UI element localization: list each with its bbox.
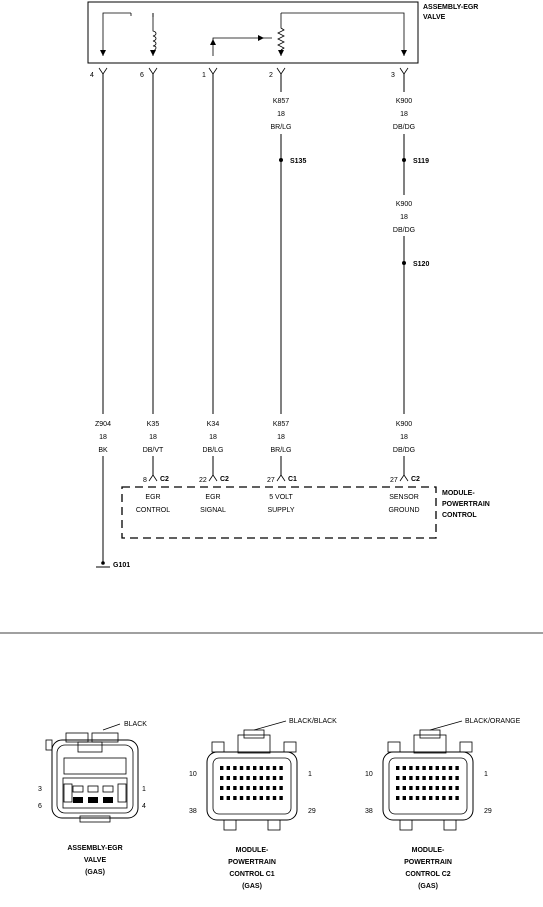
svg-text:K900: K900: [395, 98, 413, 105]
pin-cavity: [403, 776, 406, 780]
pin-cavity: [246, 766, 249, 770]
pcm-pin-27-c2: 27: [390, 477, 398, 484]
egr-conn-pin-6: 6: [38, 803, 42, 810]
pin-cavity: [429, 796, 432, 800]
pin-cavity: [449, 796, 452, 800]
egr-conn-color: BLACK: [124, 721, 147, 728]
pin-cavity: [442, 766, 445, 770]
egr-pin-1: 1: [202, 72, 206, 79]
pin-cavity: [240, 796, 243, 800]
arrow-pin4: [100, 50, 106, 56]
pcm-title-1: MODULE-: [442, 490, 475, 497]
ground-dot: [101, 561, 105, 565]
pcm-c2-connector-view: [383, 721, 473, 830]
pcm-c2-pin-10: 10: [365, 771, 373, 778]
pin-cavity: [416, 786, 419, 790]
pcm-c2-name-1: MODULE-: [411, 847, 445, 854]
pcm-c2-color: BLACK/ORANGE: [465, 718, 521, 725]
pcm-func-egr: EGR: [145, 494, 161, 501]
pin-cavity: [422, 766, 425, 770]
egr-valve-title-2: VALVE: [423, 14, 446, 21]
pcm-c1-pin-10: 10: [189, 771, 197, 778]
bottom-wire-label-k35: [143, 421, 164, 454]
ground-g101: G101: [113, 562, 131, 569]
pin-cavity: [429, 786, 432, 790]
pcm-c2-pin-grid: [396, 766, 459, 800]
solenoid-coil-icon: [153, 13, 156, 51]
pcm-c1-name-2: POWERTRAIN: [228, 859, 276, 866]
svg-text:K35: K35: [146, 421, 160, 428]
pcm-c2-pin-29: 29: [484, 808, 492, 815]
pcm-conn-c2-c: C2: [411, 476, 420, 483]
splice-s135: S135: [290, 158, 307, 165]
pin-cavity: [429, 766, 432, 770]
top-wire-label-k900: [393, 98, 415, 131]
pin-cavity: [409, 796, 412, 800]
pcm-connector-symbols: [149, 475, 408, 481]
egr-conn-pin-1: 1: [142, 786, 146, 793]
svg-text:18: 18: [277, 111, 285, 118]
svg-text:K857: K857: [272, 98, 290, 105]
pin-cavity: [442, 776, 445, 780]
pin-cavity: [396, 776, 399, 780]
pin-cavity: [266, 766, 269, 770]
bottom-wire-label-z904: [95, 421, 111, 454]
pin-cavity: [279, 776, 282, 780]
pin-cavity: [403, 766, 406, 770]
svg-text:DB/VT: DB/VT: [142, 447, 164, 454]
pin-cavity: [266, 796, 269, 800]
pcm-title-2: POWERTRAIN: [442, 501, 490, 508]
pcm-func-supply: SUPPLY: [267, 507, 295, 514]
egr-pin-4: 4: [90, 72, 94, 79]
pcm-func-sensor: SENSOR: [389, 494, 419, 501]
internal-path-pin1: [213, 38, 272, 56]
pcm-func-egr-2: EGR: [205, 494, 221, 501]
splice-dot-s119: [402, 158, 406, 162]
pin-cavity: [246, 776, 249, 780]
arrow-pin6: [150, 50, 156, 56]
pin-cavity: [442, 786, 445, 790]
pin-cavity: [273, 786, 276, 790]
pin-cavity: [253, 776, 256, 780]
egr-conn-pin-3: 3: [38, 786, 42, 793]
pcm-c2-pin-1: 1: [484, 771, 488, 778]
pin-cavity: [240, 766, 243, 770]
egr-valve-connector-view: [46, 724, 138, 822]
svg-text:18: 18: [99, 434, 107, 441]
pin-cavity: [227, 786, 230, 790]
pin-cavity: [449, 786, 452, 790]
potentiometer-icon: [278, 13, 284, 50]
svg-text:BK: BK: [98, 447, 108, 454]
svg-text:K34: K34: [206, 421, 220, 428]
pin-cavity: [227, 776, 230, 780]
svg-text:BR/LG: BR/LG: [270, 124, 292, 131]
pcm-c2-name-4: (GAS): [418, 883, 438, 890]
svg-text:DB/DG: DB/DG: [392, 227, 416, 234]
pin-cavity: [246, 786, 249, 790]
pcm-conn-c2-b: C2: [220, 476, 229, 483]
pcm-func-signal: SIGNAL: [200, 507, 226, 514]
svg-text:DB/LG: DB/LG: [202, 447, 224, 454]
pin-cavity: [220, 786, 223, 790]
svg-text:18: 18: [400, 434, 408, 441]
pin-cavity: [220, 766, 223, 770]
pin-cavity: [240, 786, 243, 790]
pin-cavity: [409, 766, 412, 770]
pin-cavity: [436, 796, 439, 800]
svg-text:18: 18: [149, 434, 157, 441]
svg-text:K857: K857: [272, 421, 290, 428]
internal-path-pin4: [103, 13, 131, 56]
egr-pin-2: 2: [269, 72, 273, 79]
top-wire-label-k857: [270, 98, 291, 131]
pin-cavity: [455, 786, 458, 790]
splice-dot-s120: [402, 261, 406, 265]
pin-cavity: [279, 796, 282, 800]
egr-pin-6: 6: [140, 72, 144, 79]
pin-cavity: [260, 776, 263, 780]
pcm-c1-pin-29: 29: [308, 808, 316, 815]
arrow-pin3: [401, 50, 407, 56]
pin-cavity: [273, 796, 276, 800]
pcm-c2-pin-38: 38: [365, 808, 373, 815]
egr-conn-name-1: ASSEMBLY-EGR: [67, 845, 123, 852]
pin-cavity: [396, 796, 399, 800]
pin-cavity: [396, 766, 399, 770]
pin-cavity: [455, 796, 458, 800]
pin-cavity: [442, 796, 445, 800]
internal-path-pin3: [281, 13, 404, 56]
pin-cavity: [409, 786, 412, 790]
splice-s119: S119: [413, 158, 429, 165]
pcm-func-5volt: 5 VOLT: [269, 494, 293, 501]
pin-cavity: [253, 786, 256, 790]
svg-text:K900: K900: [395, 421, 413, 428]
pin-cavity: [403, 796, 406, 800]
pin-cavity: [266, 776, 269, 780]
pcm-c1-color: BLACK/BLACK: [289, 718, 337, 725]
pin-cavity: [416, 766, 419, 770]
svg-text:18: 18: [209, 434, 217, 441]
pin-cavity: [266, 786, 269, 790]
egr-pin-3: 3: [391, 72, 395, 79]
pcm-pin-27-c1: 27: [267, 477, 275, 484]
pcm-pin-22: 22: [199, 477, 207, 484]
pin-cavity: [227, 796, 230, 800]
pin-cavity: [253, 796, 256, 800]
top-connector-symbols: [99, 68, 408, 74]
pcm-c1-name-4: (GAS): [242, 883, 262, 890]
pin-cavity: [260, 766, 263, 770]
pin-cavity: [455, 776, 458, 780]
pin-cavity: [396, 786, 399, 790]
svg-text:18: 18: [400, 214, 408, 221]
wiper-arrow-icon: [258, 35, 264, 41]
pcm-pin-8: 8: [143, 477, 147, 484]
pcm-c1-name-3: CONTROL C1: [229, 871, 275, 878]
arrow-pin2: [278, 50, 284, 56]
pin-cavity: [220, 776, 223, 780]
pin-cavity: [403, 786, 406, 790]
pcm-c1-connector-view: [207, 721, 297, 830]
pcm-c1-pin-1: 1: [308, 771, 312, 778]
svg-text:18: 18: [277, 434, 285, 441]
bottom-wire-label-k900: [393, 421, 415, 454]
wire-runs: [103, 74, 404, 563]
pcm-func-control: CONTROL: [135, 507, 171, 514]
svg-text:K900: K900: [395, 201, 413, 208]
pin-cavity: [220, 796, 223, 800]
pin-cavity: [233, 766, 236, 770]
pcm-conn-c2-a: C2: [160, 476, 169, 483]
pin-cavity: [260, 786, 263, 790]
mid-wire-label-k900: [393, 201, 415, 234]
pin-cavity: [455, 766, 458, 770]
pcm-c1-name-1: MODULE-: [235, 847, 269, 854]
pin-cavity: [409, 776, 412, 780]
pin-cavity: [416, 776, 419, 780]
bottom-wire-label-k34: [202, 421, 223, 454]
pin-cavity: [227, 766, 230, 770]
splice-s120: S120: [413, 261, 430, 268]
pin-cavity: [260, 796, 263, 800]
pin-cavity: [416, 796, 419, 800]
egr-valve-title-1: ASSEMBLY-EGR: [423, 4, 479, 11]
pin-cavity: [422, 776, 425, 780]
pin-cavity: [273, 776, 276, 780]
pin-cavity: [436, 776, 439, 780]
arrow-pin1: [210, 39, 216, 45]
pin-cavity: [422, 786, 425, 790]
pin-cavity: [253, 766, 256, 770]
pcm-c2-name-3: CONTROL C2: [405, 871, 451, 878]
pin-cavity: [240, 776, 243, 780]
pin-cavity: [436, 786, 439, 790]
pcm-func-ground: GROUND: [388, 507, 420, 514]
svg-text:DB/DG: DB/DG: [392, 124, 416, 131]
pin-cavity: [279, 766, 282, 770]
splice-dot-s135: [279, 158, 283, 162]
pin-cavity: [233, 786, 236, 790]
svg-text:18: 18: [400, 111, 408, 118]
svg-text:BR/LG: BR/LG: [270, 447, 292, 454]
bottom-wire-label-k857: [270, 421, 291, 454]
svg-text:Z904: Z904: [95, 421, 111, 428]
pcm-title-3: CONTROL: [442, 512, 477, 519]
egr-conn-name-3: (GAS): [85, 869, 105, 876]
pin-cavity: [233, 796, 236, 800]
egr-valve-outline: [88, 2, 418, 63]
pin-cavity: [449, 776, 452, 780]
pcm-conn-c1: C1: [288, 476, 297, 483]
pin-cavity: [233, 776, 236, 780]
pin-cavity: [422, 796, 425, 800]
egr-conn-pin-4: 4: [142, 803, 146, 810]
pin-cavity: [436, 766, 439, 770]
svg-text:DB/DG: DB/DG: [392, 447, 416, 454]
pin-cavity: [279, 786, 282, 790]
pcm-c2-name-2: POWERTRAIN: [404, 859, 452, 866]
pin-cavity: [429, 776, 432, 780]
pin-cavity: [449, 766, 452, 770]
pin-cavity: [273, 766, 276, 770]
pin-cavity: [246, 796, 249, 800]
pcm-c1-pin-grid: [220, 766, 283, 800]
pcm-c1-pin-38: 38: [189, 808, 197, 815]
egr-conn-name-2: VALVE: [83, 857, 107, 864]
